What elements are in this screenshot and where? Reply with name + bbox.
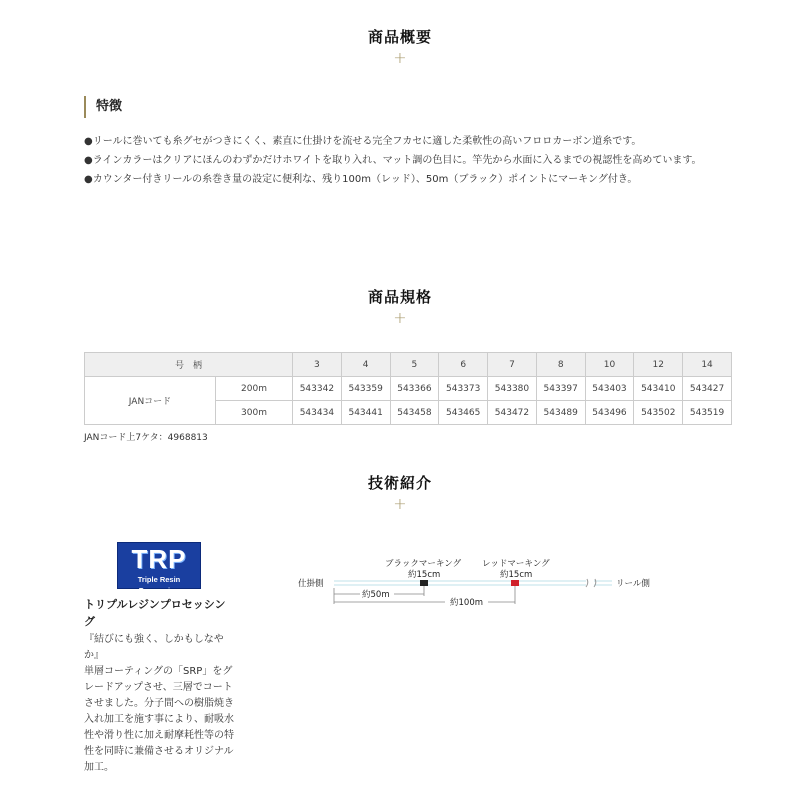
table-header-row — [85, 353, 732, 377]
code-cell: 543496 — [585, 401, 634, 425]
marking-diagram — [290, 552, 670, 608]
tech-title: 技術紹介 — [367, 474, 432, 492]
header-label: 号 柄 — [85, 353, 293, 377]
red-marking-label: レッドマーキング — [482, 559, 550, 569]
code-cell: 543380 — [488, 377, 537, 401]
code-cell: 543519 — [683, 401, 732, 425]
feature-list — [84, 132, 734, 189]
plus-divider-icon: + — [393, 48, 407, 67]
red-marking-length: 約15cm — [500, 570, 533, 580]
length-cell: 300m — [216, 401, 293, 425]
overview-title: 商品概要 — [367, 28, 432, 46]
trp-name: トリプルレジンプロセッシング — [84, 598, 226, 628]
dist-50-label: 約50m — [362, 590, 390, 600]
code-cell: 543403 — [585, 377, 634, 401]
code-cell: 543434 — [293, 401, 342, 425]
black-marking-length: 約15cm — [408, 570, 441, 580]
right-end-label: リール側 — [616, 579, 650, 589]
black-marking-label: ブラックマーキング — [385, 559, 462, 569]
feature-item: ●ラインカラーはクリアにほんのわずかだけホワイトを取り入れ、マット調の色目に。竿先から水面に入るまでの視認性を高めています。 — [84, 155, 702, 166]
red-marking-mark — [511, 580, 519, 586]
size-header: 5 — [390, 353, 439, 377]
code-cell: 543366 — [390, 377, 439, 401]
size-header: 6 — [439, 353, 488, 377]
break-icon — [586, 579, 588, 587]
code-cell: 543427 — [683, 377, 732, 401]
code-cell: 543489 — [536, 401, 585, 425]
code-cell: 543397 — [536, 377, 585, 401]
feature-heading: 特徴 — [84, 96, 122, 118]
left-end-label: 仕掛側 — [298, 579, 324, 589]
size-header: 14 — [683, 353, 732, 377]
trp-logo-mark: TRP — [131, 544, 187, 574]
break-icon — [594, 579, 596, 587]
trp-tagline: 『結びにも強く、しかもしなやか』 — [84, 634, 224, 661]
jan-prefix-note: JANコード上7ケタ：4968813 — [84, 433, 208, 443]
size-header: 8 — [536, 353, 585, 377]
spec-table — [84, 352, 732, 425]
size-header: 7 — [488, 353, 537, 377]
size-header: 4 — [341, 353, 390, 377]
feature-item: ●リールに巻いても糸グセがつきにくく、素直に仕掛けを流せる完全フカセに適した柔軟性の高いフロロカーボン道糸です。 — [84, 136, 642, 147]
black-marking-mark — [420, 580, 428, 586]
size-header: 12 — [634, 353, 683, 377]
size-header: 10 — [585, 353, 634, 377]
table-row — [85, 377, 732, 401]
code-cell: 543472 — [488, 401, 537, 425]
code-cell: 543410 — [634, 377, 683, 401]
feature-item: ●カウンター付きリールの糸巻き量の設定に便利な、残り100m（レッド）、50m（ブラック）ポイントにマーキング付き。 — [84, 174, 638, 185]
trp-logo-subtitle: Triple Resin Processing — [137, 575, 181, 595]
trp-body: 単層コーティングの「SRP」をグレードアップさせ、三層でコートさせました。分子間への樹脂焼き入れ加工を施す事により、耐吸水性や滑り性に加え耐摩耗性等の特性を同時に兼備させるオリジナル加工。 — [84, 666, 234, 773]
plus-divider-icon: + — [393, 308, 407, 327]
code-cell: 543502 — [634, 401, 683, 425]
length-cell: 200m — [216, 377, 293, 401]
dist-100-label: 約100m — [450, 598, 484, 608]
code-cell: 543465 — [439, 401, 488, 425]
jan-code-label: JANコード — [85, 377, 216, 425]
code-cell: 543359 — [341, 377, 390, 401]
spec-title: 商品規格 — [367, 288, 432, 306]
trp-logo — [117, 542, 201, 595]
code-cell: 543342 — [293, 377, 342, 401]
plus-divider-icon: + — [393, 494, 407, 513]
code-cell: 543458 — [390, 401, 439, 425]
code-cell: 543441 — [341, 401, 390, 425]
trp-description — [84, 632, 236, 776]
size-header: 3 — [293, 353, 342, 377]
code-cell: 543373 — [439, 377, 488, 401]
